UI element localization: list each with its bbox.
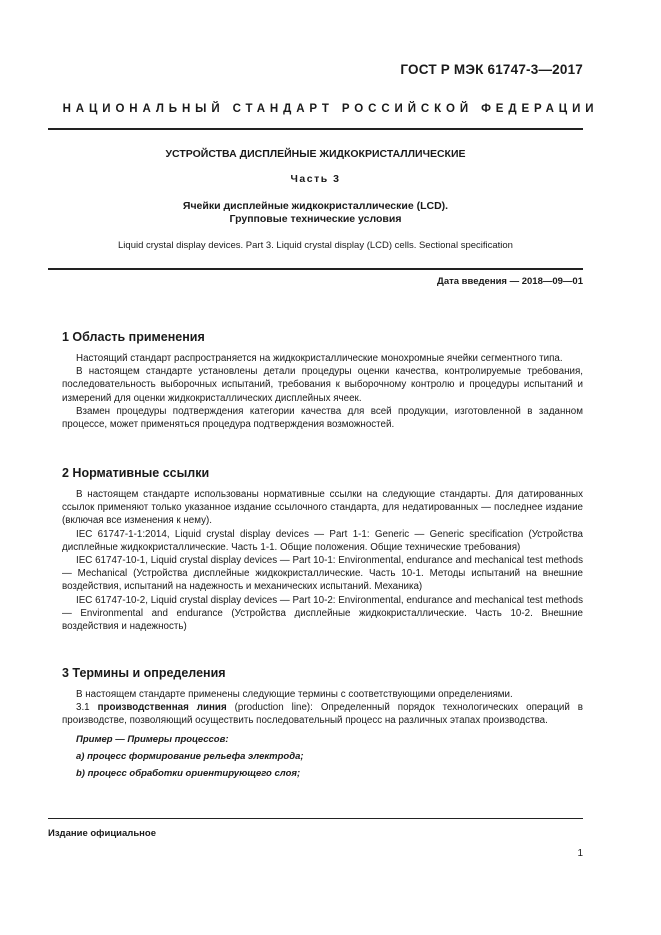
paragraph: В настоящем стандарте установлены детали процедуры оценки качества, контролируемые требования, последовательность выборочных испытаний, требования к выборочному контролю и процедуры испытаний и измерений для оценки жидкокристаллических дисплейных ячеек.: [62, 366, 583, 404]
top-divider: [48, 128, 583, 130]
section-heading: 3 Термины и определения: [62, 666, 226, 680]
national-standard-heading: НАЦИОНАЛЬНЫЙ СТАНДАРТ РОССИЙСКОЙ ФЕДЕРАЦИИ: [62, 103, 599, 115]
example-item: a) процесс формирование рельефа электрода;: [76, 750, 304, 762]
reference-item: IEC 61747-10-2, Liquid crystal display devices — Part 10-2: Environmental, endurance and mechanical test methods — Environmental and endurance (Устройства дисплейные жидкокристаллические. Часть 10-2. Внешние воздействия и надежность): [62, 594, 583, 633]
title-divider: [48, 268, 583, 270]
paragraph: В настоящем стандарте использованы нормативные ссылки на следующие стандарты. Для датированных ссылок применяют только указанное издание ссылочного стандарта, для недатированных — последнее издание (включая все изменения к нему).: [62, 489, 583, 527]
document-code: ГОСТ Р МЭК 61747-3—2017: [400, 62, 583, 77]
part-number: Часть 3: [290, 173, 341, 185]
english-title: Liquid crystal display devices. Part 3. Liquid crystal display (LCD) cells. Sectional specification: [118, 240, 513, 251]
term-text: (production line): Определенный порядок технологических операций в производстве, позволяющий осуществить последовательный процесс на различных этапах производства.: [62, 702, 583, 727]
term-name: производственная линия: [97, 702, 227, 714]
term-definition: [62, 701, 583, 727]
official-edition-label: Издание официальное: [48, 828, 156, 839]
term-number: 3.1: [76, 702, 98, 714]
example-heading: Пример — Примеры процессов:: [76, 733, 229, 745]
document-title: УСТРОЙСТВА ДИСПЛЕЙНЫЕ ЖИДКОКРИСТАЛЛИЧЕСКИЕ: [165, 148, 466, 160]
footer-divider: [48, 818, 583, 819]
subtitle-line-2: Групповые технические условия: [229, 213, 402, 225]
paragraph: Взамен процедуры подтверждения категории качества для всей продукции, изготовленной в заданном процессе, может применяться процедура подтверждения возможностей.: [62, 405, 583, 431]
paragraph: В настоящем стандарте применены следующие термины с соответствующими определениями.: [76, 689, 513, 700]
page-number: 1: [577, 848, 583, 859]
reference-item: IEC 61747-1-1:2014, Liquid crystal display devices — Part 1-1: Generic — Generic specification (Устройства дисплейные жидкокристаллические. Часть 1-1. Общие положения. Общие технические требования): [62, 528, 583, 553]
document-subtitle: [48, 200, 583, 226]
reference-item: IEC 61747-10-1, Liquid crystal display devices — Part 10-1: Environmental, endurance and mechanical test methods — Mechanical (Устройства дисплейные жидкокристаллические. Часть 10-1. Методы испытаний на внешние воздействия, испытаний на надежность и механических испытаний. Механика): [62, 555, 583, 593]
section-2: [62, 466, 583, 633]
paragraph: Настоящий стандарт распространяется на жидкокристаллические монохромные ячейки сегментного типа.: [76, 353, 563, 364]
example-item: b) процесс обработки ориентирующего слоя;: [76, 767, 301, 779]
introduction-date: Дата введения — 2018—09—01: [437, 276, 583, 287]
section-3: [62, 666, 583, 780]
section-heading: 2 Нормативные ссылки: [62, 466, 210, 480]
section-1: [62, 330, 583, 431]
subtitle-line-1: Ячейки дисплейные жидкокристаллические (LCD).: [182, 200, 449, 212]
section-heading: 1 Область применения: [62, 330, 205, 344]
